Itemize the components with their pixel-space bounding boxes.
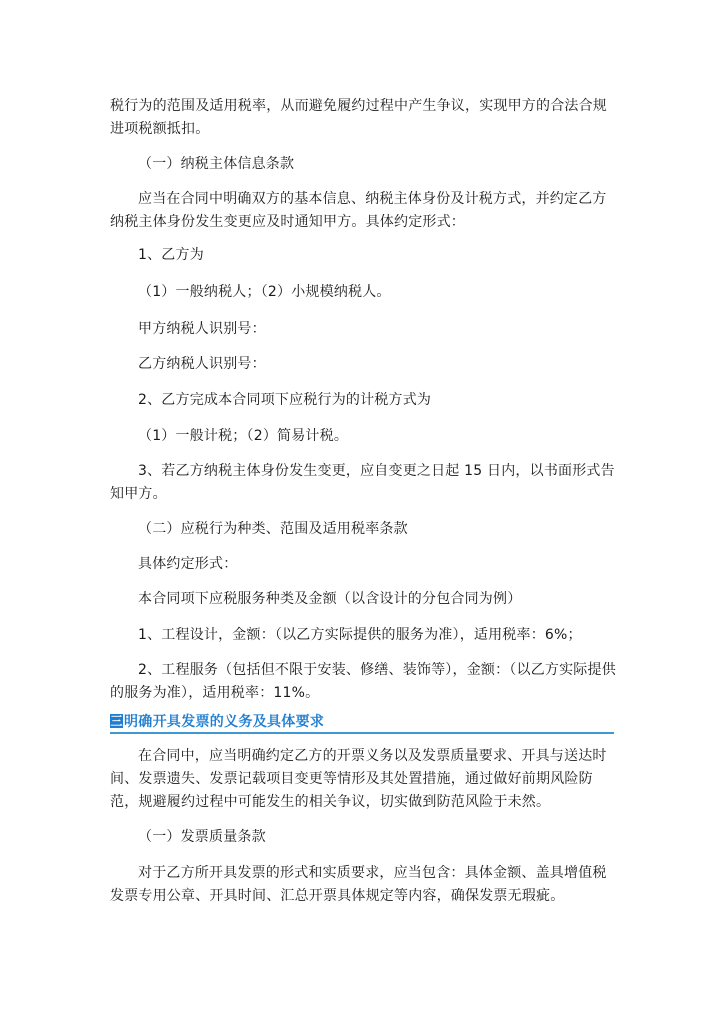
item-engineering-service: 2、工程服务（包括但不限于安装、修缮、装饰等），金额：（以乙方实际提供的服务为准），适用税率：11%。 xyxy=(110,662,616,701)
item-taxpayer-options: （1）一般纳税人；（2）小规模纳税人。 xyxy=(138,284,391,300)
subheading-taxpayer-info-clause: （一）纳税主体信息条款 xyxy=(138,156,295,172)
field-party-b-tax-id: 乙方纳税人识别号： xyxy=(138,356,266,372)
paragraph-invoice-quality: 对于乙方所开具发票的形式和实质要求，应当包含：具体金额、盖具增值税发票专用公章、开具时间、汇总开票具体规定等内容，确保发票无瑕疵。 xyxy=(110,865,607,904)
field-party-a-tax-id: 甲方纳税人识别号： xyxy=(138,321,266,337)
item-party-b-is: 1、乙方为 xyxy=(138,247,204,263)
section-heading-text: 明确开具发票的义务及具体要求 xyxy=(124,714,325,730)
subheading-taxable-activity-clause: （二）应税行为种类、范围及适用税率条款 xyxy=(138,521,408,537)
item-calculation-options: （1）一般计税；（2）简易计税。 xyxy=(138,428,349,444)
paragraph-service-types: 本合同项下应税服务种类及金额（以含设计的分包合同为例） xyxy=(138,591,522,607)
paragraph-specific-form: 具体约定形式： xyxy=(138,556,238,572)
item-identity-change-notice: 3、若乙方纳税主体身份发生变更，应自变更之日起 15 日内，以书面形式告知甲方。 xyxy=(110,463,615,502)
subheading-invoice-quality-clause: （一）发票质量条款 xyxy=(138,829,266,845)
item-tax-calculation-method: 2、乙方完成本合同项下应税行为的计税方式为 xyxy=(138,392,432,408)
section-number-marker: 三 xyxy=(110,714,123,728)
paragraph-tax-scope-continuation: 税行为的范围及适用税率，从而避免履约过程中产生争议，实现甲方的合法合规进项税额抵扣。 xyxy=(110,98,607,137)
paragraph-invoice-obligations: 在合同中，应当明确约定乙方的开票义务以及发票质量要求、开具与送达时间、发票遗失、发票记载项目变更等情形及其处置措施，通过做好前期风险防范，规避履约过程中可能发生的相关争议，切实做到防范风险于未然。 xyxy=(110,748,607,810)
paragraph-taxpayer-info: 应当在合同中明确双方的基本信息、纳税主体身份及计税方式，并约定乙方纳税主体身份发生变更应及时通知甲方。具体约定形式： xyxy=(110,191,607,230)
section-heading-invoice-obligations xyxy=(110,712,614,734)
item-engineering-design: 1、工程设计，金额：（以乙方实际提供的服务为准），适用税率：6%； xyxy=(138,627,582,643)
